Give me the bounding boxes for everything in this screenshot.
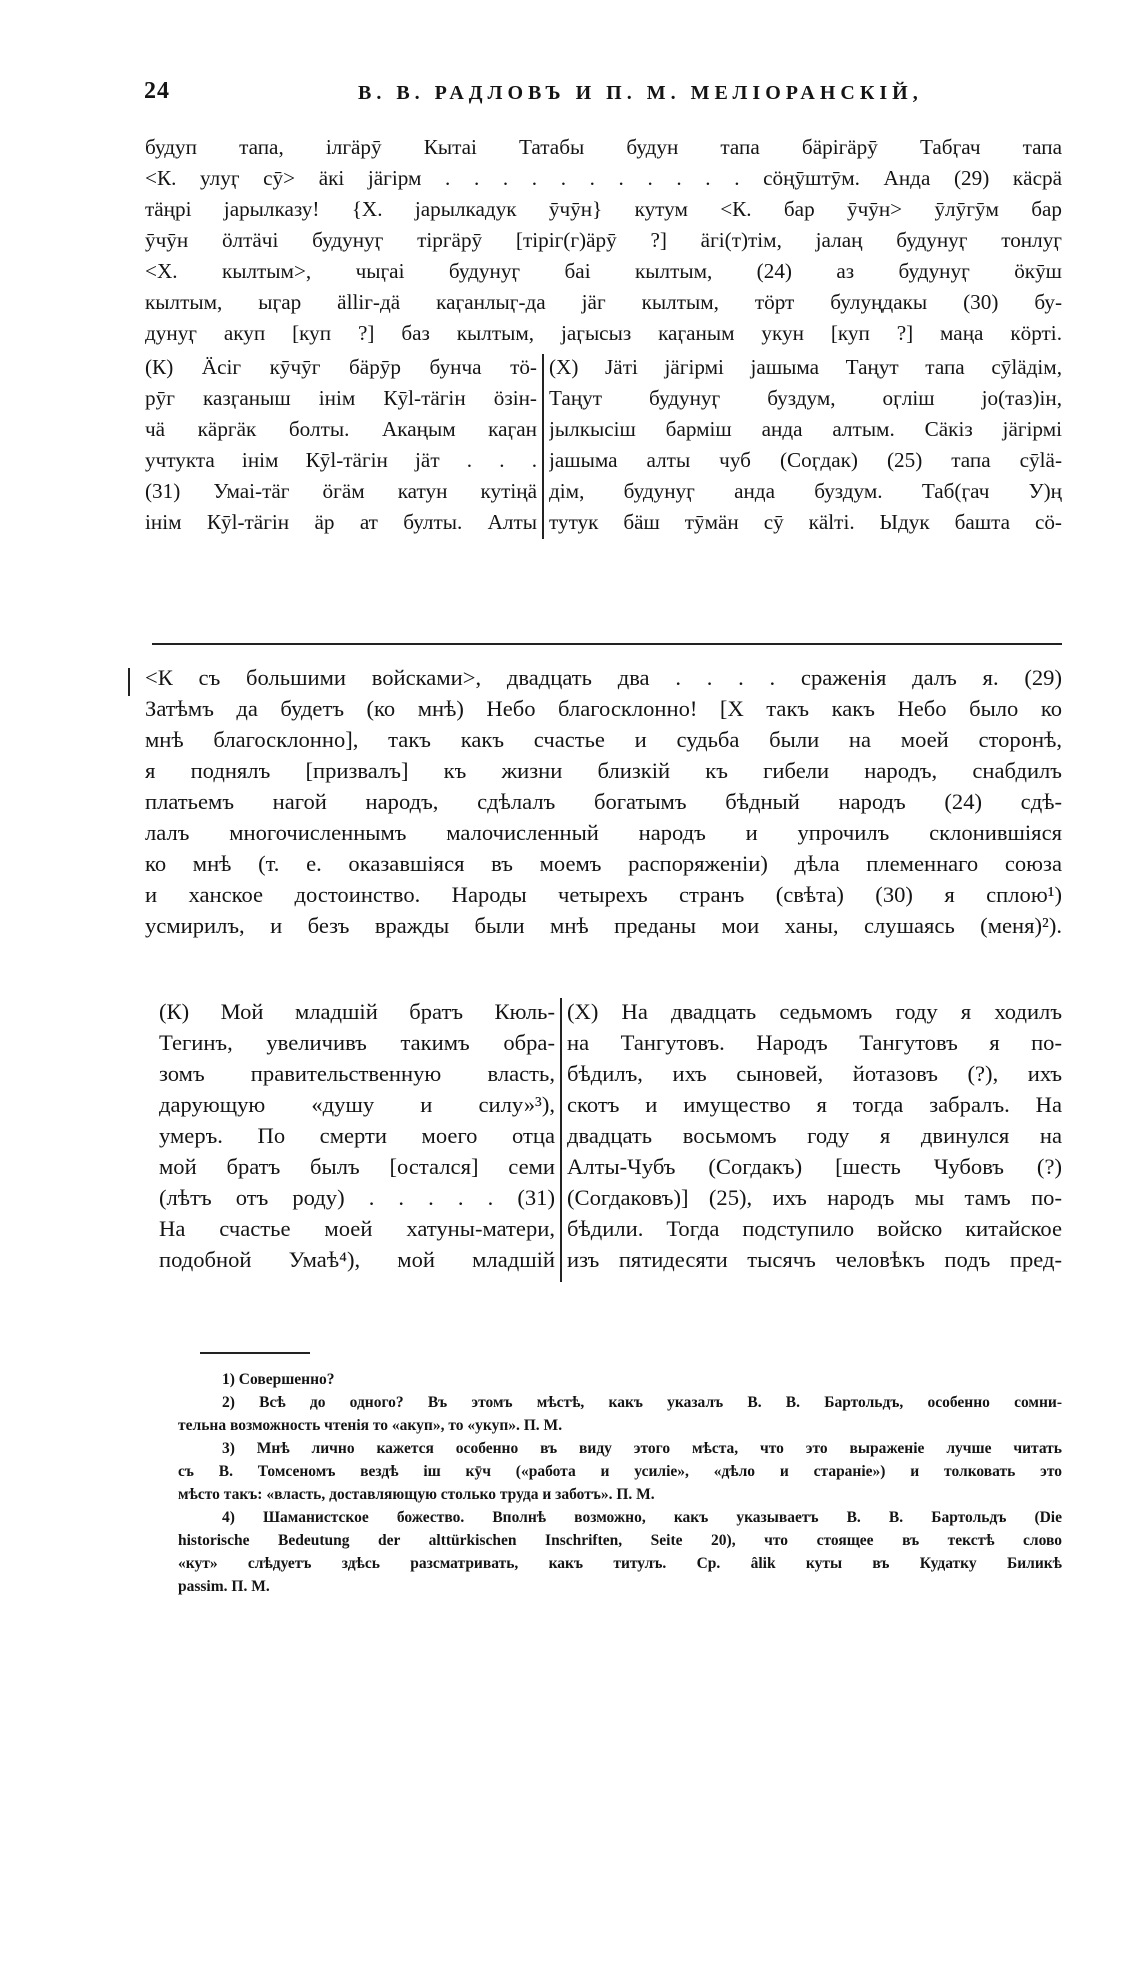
page-number: 24 (144, 78, 170, 104)
turkic-column-line: чä кäргäк болты. Акаңым каӷан (145, 417, 537, 441)
turkic-column-kul-tegin (145, 352, 537, 538)
page-header (138, 78, 1062, 108)
footnote-line: тельна возможность чтенія то «акуп», то «укуп». П. М. (178, 1417, 563, 1434)
russian-column-line: На счастье моей хатуны-матери, (159, 1216, 555, 1241)
footnote-line: 4) Шаманистское божество. Вполнѣ возможно, какъ указываетъ В. В. Бартольдъ (Die (222, 1509, 1062, 1526)
turkic-line: <К. улуӷ сӯ> äкі jäгірм . . . . . . . . . . . сöңӯштӯм. Анда (29) кäсрä (145, 166, 1062, 190)
russian-column-line: дарующую «душу и силу»³), (159, 1092, 555, 1117)
russian-line: лалъ многочисленнымъ малочисленный народъ и упрочилъ склонившіяся (145, 820, 1062, 845)
turkic-column-line: jашыма алты чуб (Соӷдак) (25) тапа сӯlä- (549, 448, 1062, 472)
footnote-line: «кут» слѣдуетъ здѣсь разсматривать, какъ титулъ. Ср. âlik куты въ Кудатку Биликѣ (178, 1555, 1062, 1572)
russian-translation (145, 662, 1062, 1272)
turkic-column-line: Таңут будунуӷ буздум, оӷліш jо(таз)ін, (549, 386, 1062, 410)
turkic-line: дунуӷ акуп [куп ?] баз кылтым, jаӷысыз каӷаным укун [куп ?] маңа кöрті. (145, 321, 1062, 345)
turkic-column-khoshotsaidam (549, 352, 1062, 538)
russian-column-line: Алты-Чубъ (Согдакъ) [шесть Чубовъ (?) (567, 1154, 1062, 1179)
turkic-column-line: (Х) Jäті jäгірмі jашыма Таңут тапа сӯläдім, (549, 355, 1062, 379)
turkic-column-line: учтукта інім Кӯl-тäгін jäт . . . (145, 448, 537, 472)
russian-column-line: умеръ. По смерти моего отца (159, 1123, 555, 1148)
turkic-column-line: (31) Умаі-тäг öгäм катун кутіңä (145, 479, 537, 503)
russian-column-line: изъ пятидесяти тысячъ человѣкъ подъ пред- (567, 1247, 1062, 1272)
russian-line: <К съ большими войсками>, двадцать два . . . . сраженія далъ я. (29) (145, 665, 1062, 690)
turkic-line: кылтым, ыӷар ällіг-дä каӷанлыӷ-да jäг кылтым, тöрт булуңдакы (30) бу- (145, 290, 1062, 314)
russian-line: платьемъ нагой народъ, сдѣлалъ богатымъ бѣдный народъ (24) сдѣ- (145, 789, 1062, 814)
russian-line: ко мнѣ (т. е. оказавшіяся въ моемъ распоряженіи) дѣла племеннаго союза (145, 851, 1062, 876)
russian-line: Затѣмъ да будетъ (ко мнѣ) Небо благосклонно! [Х такъ какъ Небо было ко (145, 696, 1062, 721)
russian-column-line: (лѣтъ отъ роду) . . . . . (31) (159, 1185, 555, 1210)
column-divider (560, 998, 562, 1282)
section-separator (152, 643, 1062, 645)
footnote-line: мѣсто такъ: «власть, доставляющую столько труда и заботъ». П. М. (178, 1486, 655, 1503)
russian-column-line: мой братъ былъ [остался] семи (159, 1154, 555, 1179)
russian-line: мнѣ благосклонно], такъ какъ счастье и судьба были на моей сторонѣ, (145, 727, 1062, 752)
russian-column-line: подобной Умаѣ⁴), мой младшій (159, 1247, 555, 1272)
footnote-line: 2) Всѣ до одного? Въ этомъ мѣстѣ, какъ указалъ В. В. Бартольдъ, особенно сомни- (222, 1394, 1062, 1411)
footnote-line: съ В. Томсеномъ вездѣ іш кӯч («работа и усиліе», «дѣло и стараніе») и толковать это (178, 1463, 1062, 1480)
russian-two-columns (145, 996, 1062, 1291)
footnote-rule (200, 1352, 310, 1354)
margin-mark (128, 668, 130, 696)
turkic-line: тäңрі jарылказу! {Х. jарылкадук ӯчӯн} кутум <К. бар ӯчӯн> ӯлӯгӯм бар (145, 197, 1062, 221)
russian-column-line: бѣдили. Тогда подступило войско китайское (567, 1216, 1062, 1241)
turkic-column-line: тутук бäш тӯмäн сӯ кälті. Ыдук башта сö- (549, 510, 1062, 534)
footnotes (178, 1368, 1062, 1598)
russian-column-kul-tegin (159, 996, 555, 1275)
running-title: В. В. РАДЛОВЪ И П. М. МЕЛІОРАНСКІЙ, (358, 82, 923, 104)
russian-column-line: на Тангутовъ. Народъ Тангутовъ я по- (567, 1030, 1062, 1055)
russian-column-khoshotsaidam (567, 996, 1062, 1275)
turkic-column-line: дім, будунуӷ анда буздум. Таб(ӷач У)ң (549, 479, 1062, 503)
russian-column-line: (Согдаковъ)] (25), ихъ народъ мы тамъ по- (567, 1185, 1062, 1210)
russian-column-line: (К) Мой младшій братъ Кюль- (159, 999, 555, 1024)
turkic-column-line: (К) Äсіг кӯчӯг бäрӯр бунча тö- (145, 355, 537, 379)
turkic-column-line: інім Кӯl-тäгін äр ат булты. Алты (145, 510, 537, 534)
turkic-line: ӯчӯн öлтäчі будунуӷ тіргäрӯ [тіріг(г)äрӯ ?] äгі(т)тім, jалаң будунуӷ тонлуӷ (145, 228, 1062, 252)
russian-column-line: (Х) На двадцать седьмомъ году я ходилъ (567, 999, 1062, 1024)
footnote-line: historische Bedeutung der alttürkischen Inschriften, Seite 20), что стоящее въ текстѣ слово (178, 1532, 1062, 1549)
turkic-column-line: jылкысіш барміш анда алтым. Сäкіз jäгірмі (549, 417, 1062, 441)
footnote-line: passim. П. М. (178, 1578, 270, 1595)
footnote-line: 1) Совершенно? (222, 1371, 335, 1388)
turkic-transcription (145, 132, 1062, 534)
russian-column-line: Тегинъ, увеличивъ такимъ обра- (159, 1030, 555, 1055)
russian-column-line: бѣдилъ, ихъ сыновей, йотазовъ (?), ихъ (567, 1061, 1062, 1086)
turkic-two-columns (145, 352, 1062, 542)
turkic-line: <Х. кылтым>, чыӷаі будунуӷ баі кылтым, (24) аз будунуӷ öкӯш (145, 259, 1062, 283)
russian-line: усмирилъ, и безъ вражды были мнѣ преданы мои ханы, слушаясь (меня)²). (145, 913, 1062, 938)
turkic-column-line: рӯг казӷаныш інім Кӯl-тäгін öзін- (145, 386, 537, 410)
russian-line: и ханское достоинство. Народы четырехъ странъ (свѣта) (30) я сплою¹) (145, 882, 1062, 907)
russian-column-line: зомъ правительственную власть, (159, 1061, 555, 1086)
russian-column-line: скотъ и имущество я тогда забралъ. На (567, 1092, 1062, 1117)
russian-line: я поднялъ [призвалъ] къ жизни близкій къ гибели народъ, снабдилъ (145, 758, 1062, 783)
russian-column-line: двадцать восьмомъ году я двинулся на (567, 1123, 1062, 1148)
footnote-line: 3) Мнѣ лично кажется особенно въ виду этого мѣста, что это выраженіе лучше читать (222, 1440, 1062, 1457)
column-divider (542, 354, 544, 539)
turkic-line: будуп тапа, ілгäрӯ Кытаі Татабы будун тапа бäрігäрӯ Табӷач тапа (145, 135, 1062, 159)
